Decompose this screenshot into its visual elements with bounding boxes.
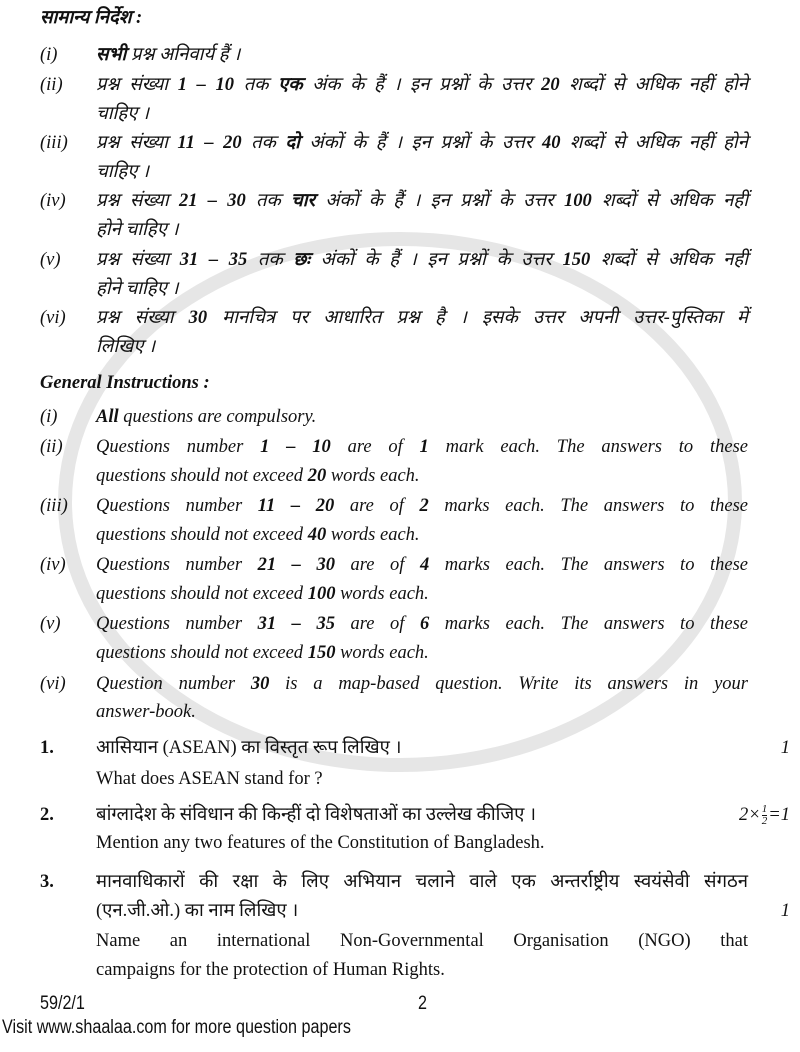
text-line [96,958,748,982]
instruction-number: (iv) [40,191,66,211]
text-line [96,248,748,272]
text-segment: marks each. The answers to these [429,555,748,575]
bold-text: 31 – 35 [257,614,335,634]
bold-text: दो [285,133,300,153]
text-line [96,553,748,577]
text-segment: questions should not exceed [96,466,308,486]
text-segment: तक [247,250,294,270]
text-line [96,464,748,488]
text-line [96,405,748,429]
text-line [96,899,748,923]
instruction-number: (ii) [40,75,63,95]
bold-text: 30 [188,308,208,328]
page-number: 2 [418,993,427,1014]
text-line [96,218,748,242]
question-marks: 1 [780,901,790,921]
text-segment: प्रश्न संख्या [96,133,178,153]
text-segment: are of [330,437,420,457]
text-line [96,700,748,724]
bold-text: 6 [419,614,430,634]
text-line [96,767,748,791]
bold-text: चार [291,191,316,211]
text-segment: अंकों के हैं । इन प्रश्नों के उत्तर [315,191,564,211]
bold-text: 21 – 30 [257,555,335,575]
fraction-denominator: 2 [761,815,768,828]
text-line [96,131,748,155]
text-line [96,582,748,606]
instruction-number: (iii) [40,133,68,153]
text-segment: होने चाहिए । [96,279,179,299]
bold-text: 150 [562,250,591,270]
bold-text: 150 [307,643,336,663]
text-line [96,870,748,894]
bold-text: 30 [250,674,270,694]
text-segment: questions are compulsory. [118,407,317,427]
text-segment: चाहिए । [96,104,150,124]
text-segment: questions should not exceed [96,525,308,545]
english-instructions-heading: General Instructions : [40,373,210,393]
instruction-number: (iii) [40,496,68,516]
text-segment: प्रश्न संख्या [96,191,179,211]
bold-text: 1 [419,437,429,457]
instruction-number: (ii) [40,437,63,457]
paper-code: 59/2/1 [40,993,85,1014]
text-segment: words each. [326,466,420,486]
fraction-numerator: 1 [761,803,768,816]
bold-text: छः [293,250,311,270]
text-line [96,831,748,855]
text-line [96,189,748,213]
text-segment: अंकों के हैं । इन प्रश्नों के उत्तर [310,250,563,270]
text-segment: आसियान (ASEAN) का विस्तृत रूप लिखिए । [96,738,402,758]
bold-text: 1 – 10 [260,437,331,457]
bold-text: 2 [419,496,429,516]
text-segment: mark each. The answers to these [428,437,748,457]
text-segment: मानचित्र पर आधारित प्रश्न है । इसके उत्तर अपनी उत्तर-पुस्तिका में [207,308,748,328]
text-segment: are of [334,555,420,575]
text-segment: प्रश्न संख्या [96,75,178,95]
text-line [96,277,748,301]
text-line [96,494,748,518]
instruction-number: (i) [40,45,58,65]
bold-text: 31 – 35 [179,250,248,270]
bold-text: 20 [541,75,560,95]
instruction-number: (i) [40,407,58,427]
question-marks [739,803,790,827]
text-segment: Questions number [96,555,258,575]
text-segment: प्रश्न अनिवार्य हैं । [126,45,241,65]
text-segment: होने चाहिए । [96,220,179,240]
text-segment: Questions number [96,437,261,457]
text-line [96,612,748,636]
text-segment: तक [234,75,279,95]
question-number: 1. [40,738,54,758]
text-line [96,43,748,67]
text-segment: अंक के हैं । इन प्रश्नों के उत्तर [302,75,542,95]
text-segment: words each. [335,643,429,663]
text-segment: marks each. The answers to these [428,496,748,516]
text-segment: words each. [335,584,429,604]
text-segment: (एन.जी.ओ.) का नाम लिखिए । [96,901,299,921]
text-line [96,672,748,696]
text-segment: questions should not exceed [96,643,308,663]
text-line [96,803,748,827]
question-number: 2. [40,805,54,825]
text-line [96,306,748,330]
text-segment: Mention any two features of the Constitution of Bangladesh. [96,833,545,853]
text-segment: What does ASEAN stand for ? [96,769,323,789]
text-segment: लिखिए । [96,337,156,357]
text-line [96,736,748,760]
bold-text: 11 – 20 [257,496,335,516]
text-segment: शब्दों से अधिक नहीं होने [559,75,749,95]
marks-multiplier: 2× [739,805,761,825]
text-segment: answer-book. [96,702,196,722]
text-segment: तक [241,133,286,153]
bold-text: 4 [419,555,430,575]
instruction-number: (v) [40,614,61,634]
question-marks: 1 [780,738,790,758]
text-segment: Questions number [96,614,258,634]
promo-link[interactable]: Visit www.shaalaa.com for more question papers [2,1017,351,1038]
bold-text: 40 [307,525,327,545]
bold-text: 100 [564,191,592,211]
text-line [96,160,748,184]
text-line [96,523,748,547]
text-segment: शब्दों से अधिक नहीं [591,191,749,211]
marks-total: =1 [768,805,790,825]
text-segment: words each. [326,525,420,545]
text-segment: Questions number [96,496,258,516]
bold-text: 21 – 30 [178,191,246,211]
text-segment: प्रश्न संख्या [96,308,189,328]
bold-text: सभी [96,45,127,65]
instruction-number: (iv) [40,555,66,575]
bold-text: एक [278,75,303,95]
bold-text: 20 [307,466,327,486]
text-segment: is a map-based question. Write its answers in your [269,674,748,694]
text-segment: Question number [96,674,251,694]
text-segment: तक [245,191,291,211]
text-segment: मानवाधिकारों की रक्षा के लिए अभियान चलाने वाले एक अन्तर्राष्ट्रीय स्वयंसेवी संगठन [96,872,748,892]
text-segment: campaigns for the protection of Human Rights. [96,960,445,980]
bold-text: All [96,407,119,427]
text-segment: marks each. The answers to these [429,614,748,634]
text-segment: शब्दों से अधिक नहीं होने [560,133,748,153]
text-segment: questions should not exceed [96,584,308,604]
text-line [96,102,748,126]
text-line [96,435,748,459]
marks-fraction [762,804,768,827]
hindi-instructions-heading: सामान्य निर्देश : [40,8,143,28]
text-segment: are of [334,614,420,634]
text-segment: शब्दों से अधिक नहीं [590,250,749,270]
text-segment: Name an international Non-Governmental Organisation (NGO) that [96,931,748,951]
text-segment: चाहिए । [96,162,150,182]
instruction-number: (v) [40,250,61,270]
text-segment: are of [334,496,420,516]
text-line [96,73,748,97]
text-segment: अंकों के हैं । इन प्रश्नों के उत्तर [299,133,542,153]
text-line [96,641,748,665]
bold-text: 100 [307,584,336,604]
bold-text: 40 [541,133,561,153]
text-line [96,929,748,953]
text-segment: प्रश्न संख्या [96,250,180,270]
bold-text: 1 – 10 [177,75,235,95]
question-number: 3. [40,872,54,892]
text-segment: बांग्लादेश के संविधान की किन्हीं दो विशेषताओं का उल्लेख कीजिए । [96,805,537,825]
instruction-number: (vi) [40,674,66,694]
bold-text: 11 – 20 [177,133,242,153]
instruction-number: (vi) [40,308,66,328]
text-line [96,335,748,359]
